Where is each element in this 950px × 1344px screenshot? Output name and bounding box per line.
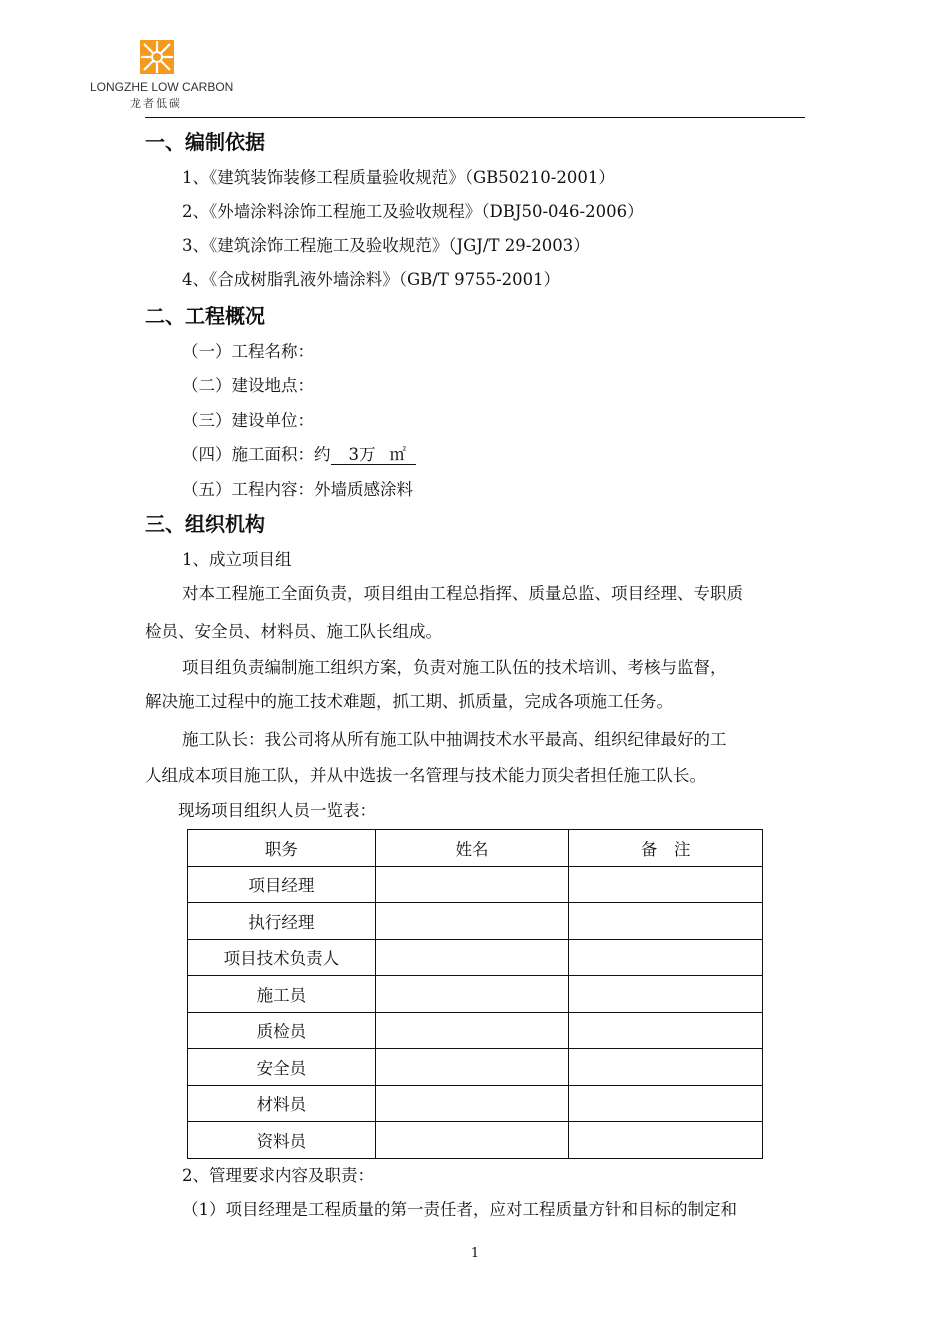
position-cell: 资料员	[188, 1122, 376, 1159]
section-2-title: 二、工程概况	[145, 304, 265, 328]
name-cell	[375, 1012, 569, 1049]
paragraph-4-line-1: （1）项目经理是工程质量的第一责任者，应对工程质量方针和目标的制定和	[182, 1200, 737, 1219]
table-row	[188, 1049, 763, 1086]
reference-item-1: 1、《建筑装饰装修工程质量验收规范》（GB50210-2001）	[182, 168, 615, 187]
position-cell: 项目技术负责人	[188, 939, 376, 976]
table-row	[188, 1012, 763, 1049]
subheading-1: 1、成立项目组	[182, 550, 292, 569]
paragraph-2-line-1: 项目组负责编制施工组织方案，负责对施工队伍的技术培训、考核与监督，	[182, 658, 727, 677]
remarks-cell	[569, 903, 763, 940]
area-unit: ㎡	[386, 446, 417, 465]
remarks-cell	[569, 1122, 763, 1159]
company-logo	[90, 40, 240, 110]
reference-item-3: 3、《建筑涂饰工程施工及验收规范》（JGJ/T 29-2003）	[182, 236, 590, 255]
name-cell	[375, 939, 569, 976]
project-location: （二）建设地点：	[182, 376, 314, 395]
reference-item-2: 2、《外墙涂料涂饰工程施工及验收规程》（DBJ50-046-2006）	[182, 202, 644, 221]
position-cell: 施工员	[188, 976, 376, 1013]
project-area	[182, 441, 416, 465]
table-row	[188, 866, 763, 903]
section-3-title: 三、组织机构	[145, 512, 265, 536]
table-row	[188, 939, 763, 976]
table-header-row	[188, 830, 763, 867]
name-cell	[375, 976, 569, 1013]
paragraph-1-line-1: 对本工程施工全面负责，项目组由工程总指挥、质量总监、项目经理、专职质	[182, 584, 743, 603]
name-cell	[375, 1085, 569, 1122]
subheading-2: 2、管理要求内容及职责：	[182, 1166, 374, 1185]
header-position: 职务	[188, 830, 376, 867]
area-label: （四）施工面积：约	[182, 445, 331, 464]
name-cell	[375, 903, 569, 940]
area-value: 3万	[331, 446, 386, 465]
page-number: 1	[470, 1246, 480, 1261]
remarks-cell	[569, 939, 763, 976]
name-cell	[375, 1049, 569, 1086]
table-row	[188, 1085, 763, 1122]
name-cell	[375, 866, 569, 903]
project-name: （一）工程名称：	[182, 342, 314, 361]
section-1-title: 一、编制依据	[145, 130, 265, 154]
staff-table	[187, 829, 763, 1159]
paragraph-3-line-2: 人组成本项目施工队，并从中选拔一名管理与技术能力顶尖者担任施工队长。	[145, 766, 706, 785]
reference-item-4: 4、《合成树脂乳液外墙涂料》（GB/T 9755-2001）	[182, 270, 561, 289]
position-cell: 项目经理	[188, 866, 376, 903]
position-cell: 材料员	[188, 1085, 376, 1122]
header-rule	[145, 117, 805, 118]
header-name: 姓名	[375, 830, 569, 867]
position-cell: 执行经理	[188, 903, 376, 940]
name-cell	[375, 1122, 569, 1159]
paragraph-2-line-2: 解决施工过程中的施工技术难题，抓工期、抓质量，完成各项施工任务。	[145, 692, 673, 711]
position-cell: 质检员	[188, 1012, 376, 1049]
remarks-cell	[569, 1049, 763, 1086]
header-remarks: 备 注	[569, 830, 763, 867]
remarks-cell	[569, 976, 763, 1013]
sunburst-logo-icon	[140, 40, 174, 74]
table-row	[188, 903, 763, 940]
logo-name-en: LONGZHE LOW CARBON	[90, 80, 234, 94]
table-row	[188, 976, 763, 1013]
table-caption: 现场项目组织人员一览表：	[178, 801, 376, 820]
remarks-cell	[569, 1012, 763, 1049]
remarks-cell	[569, 1085, 763, 1122]
project-content: （五）工程内容：外墙质感涂料	[182, 480, 413, 499]
position-cell: 安全员	[188, 1049, 376, 1086]
paragraph-3-line-1: 施工队长：我公司将从所有施工队中抽调技术水平最高、组织纪律最好的工	[182, 730, 727, 749]
project-unit: （三）建设单位：	[182, 411, 314, 430]
table-row	[188, 1122, 763, 1159]
logo-name-cn: 龙者低碳	[130, 97, 182, 110]
paragraph-1-line-2: 检员、安全员、材料员、施工队长组成。	[145, 622, 442, 641]
remarks-cell	[569, 866, 763, 903]
